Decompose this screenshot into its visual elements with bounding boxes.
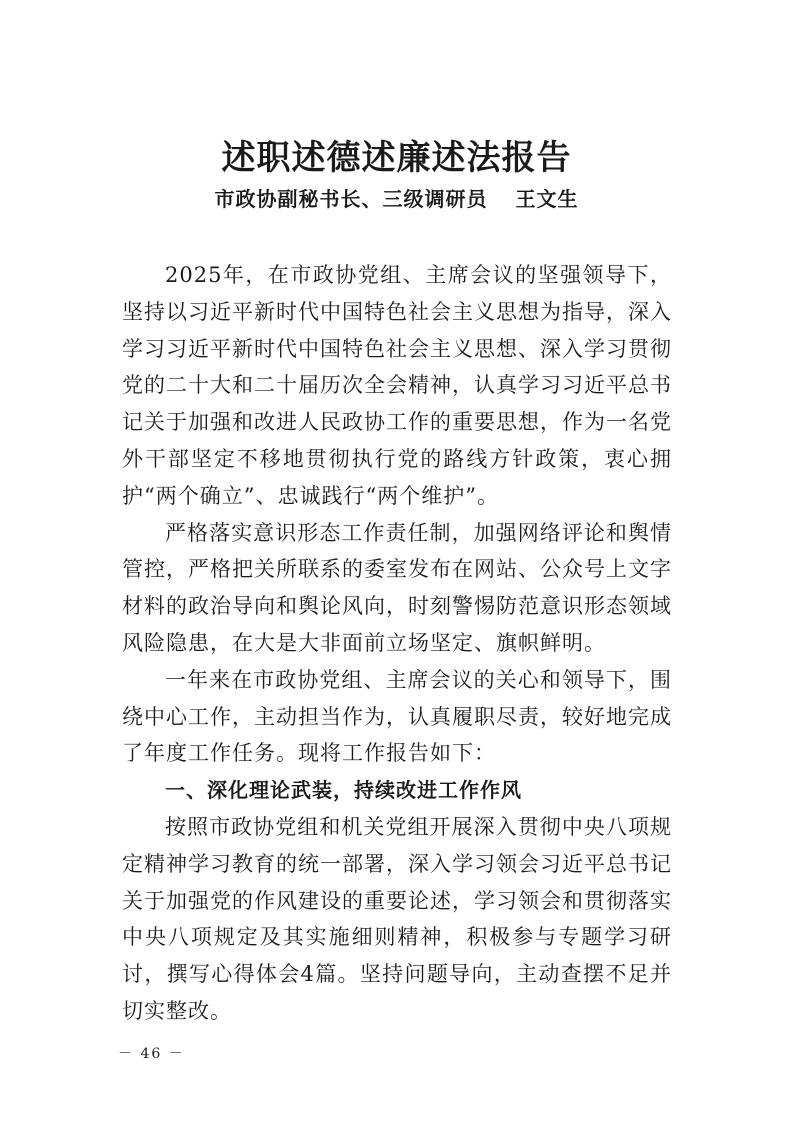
author-name: 王文生	[515, 187, 579, 211]
section-heading: 一、深化理论武装，持续改进工作作风	[165, 778, 522, 803]
report-title: 述职述德述廉述法报告	[221, 138, 572, 178]
body-paragraph-3: 一年来在市政协党组、主席会议的关心和领导下，围绕中心工作，主动担当作为，认真履职尽责，较好地完成了年度工作任务。现将工作报告如下：	[122, 667, 672, 766]
author-position: 市政协副秘书长、三级调研员	[214, 187, 488, 211]
body-paragraph-2: 严格落实意识形态工作责任制，加强网络评论和舆情管控，严格把关所联系的委室发布在网站、公众号上文字材料的政治导向和舆论风向，时刻警惕防范意识形态领域风险隐患，在大是大非面前立场坚定、旗帜鲜明。	[122, 520, 672, 655]
author-line	[0, 184, 793, 214]
section-paragraph: 按照市政协党组和机关党组开展深入贯彻中央八项规定精神学习教育的统一部署，深入学习领会习近平总书记关于加强党的作风建设的重要论述，学习领会和贯彻落实中央八项规定及其实施细则精神，积极参与专题学习研讨，撰写心得体会4篇。坚持问题导向，主动查摆不足并切实整改。	[122, 814, 672, 1023]
page-number: － 46 －	[118, 1046, 185, 1062]
body-paragraph-1: 2025年，在市政协党组、主席会议的坚强领导下，坚持以习近平新时代中国特色社会主义思想为指导，深入学习习近平新时代中国特色社会主义思想、深入学习贯彻党的二十大和二十届历次全会精神，认真学习习近平总书记关于加强和改进人民政协工作的重要思想，作为一名党外干部坚定不移地贯彻执行党的路线方针政策，衷心拥护“两个确立”、忠诚践行“两个维护”。	[122, 263, 672, 508]
report-body	[122, 257, 672, 1030]
